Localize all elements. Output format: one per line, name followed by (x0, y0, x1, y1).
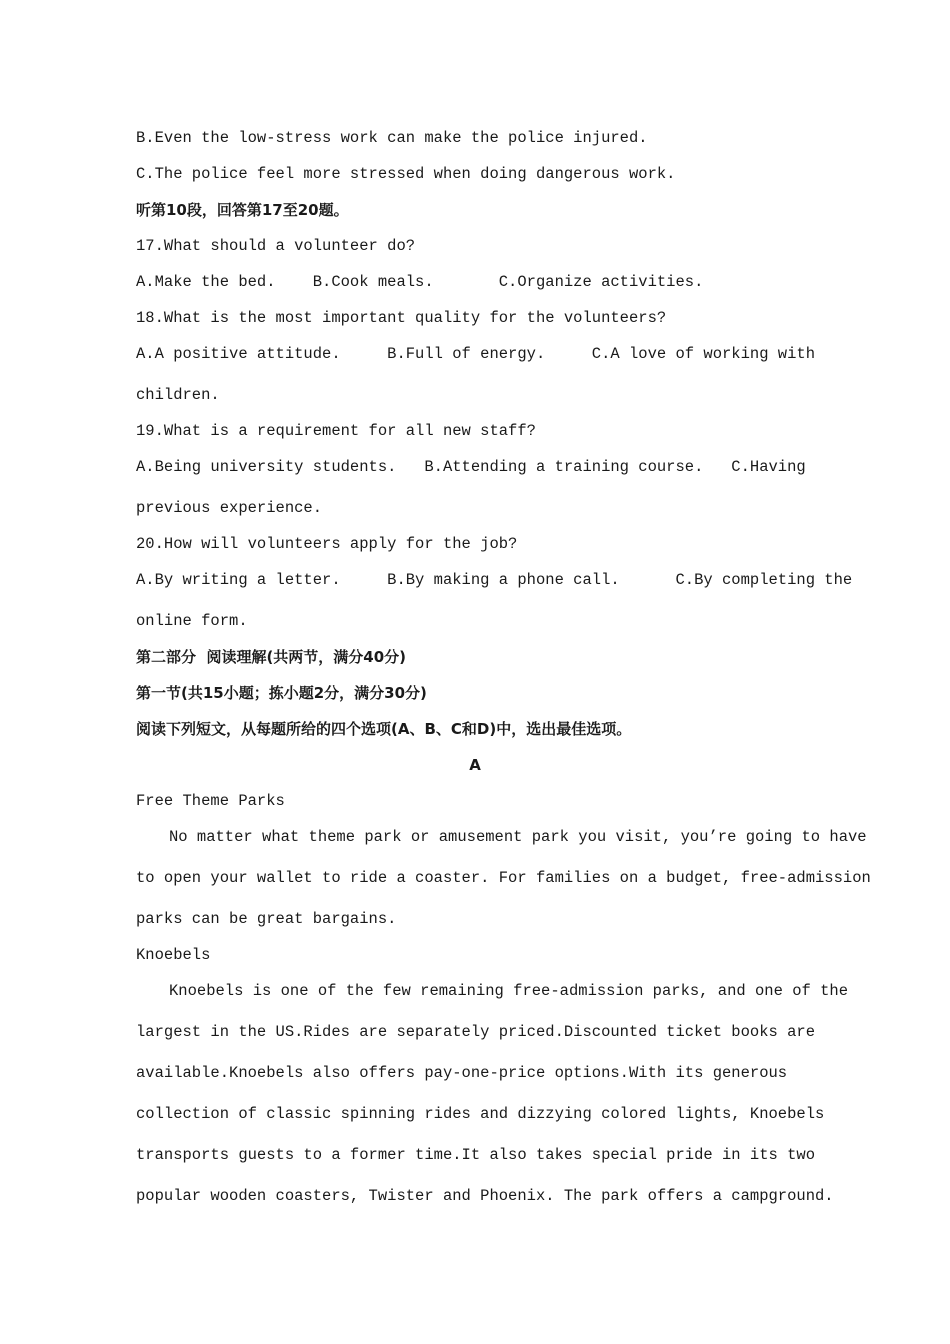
knoebels-para-line-3: available.Knoebels also offers pay-one-price options.With its generous (136, 1064, 788, 1082)
passage-para-1-line-3: parks can be great bargains. (136, 910, 397, 928)
question-18: 18.What is the most important quality for the volunteers? (136, 309, 667, 327)
options-19: A.Being university students. B.Attending a training course. C.Having (136, 458, 806, 476)
knoebels-para-line-6: popular wooden coasters, Twister and Phoenix. The park offers a campground. (136, 1187, 834, 1205)
reading-instruction: 阅读下列短文，从每题所给的四个选项(A、B、C和D)中，选出最佳选项。 (136, 720, 632, 738)
question-20: 20.How will volunteers apply for the job? (136, 535, 518, 553)
knoebels-para-line-2: largest in the US.Rides are separately priced.Discounted ticket books are (136, 1023, 816, 1041)
section-one-heading: 第一节(共15小题；拣小题2分，满分30分) (136, 684, 427, 702)
options-20: A.By writing a letter. B.By making a phone call. C.By completing the (136, 571, 853, 589)
knoebels-para-line-4: collection of classic spinning rides and dizzying colored lights, Knoebels (136, 1105, 825, 1123)
options-17: A.Make the bed. B.Cook meals. C.Organize activities. (136, 273, 704, 291)
passage-para-1-line-2: to open your wallet to ride a coaster. For families on a budget, free-admission (136, 869, 871, 887)
question-19: 19.What is a requirement for all new staff? (136, 422, 536, 440)
passage-para-1-line-1: No matter what theme park or amusement park you visit, you’re going to have (169, 828, 867, 846)
section-instruction-10: 听第10段，回答第17至20题。 (136, 201, 349, 219)
options-19-cont: previous experience. (136, 499, 323, 517)
option-16c: C.The police feel more stressed when doing dangerous work. (136, 165, 676, 183)
options-18: A.A positive attitude. B.Full of energy. C.A love of working with (136, 345, 816, 363)
passage-title: Free Theme Parks (136, 792, 285, 810)
options-18-cont: children. (136, 386, 220, 404)
options-20-cont: online form. (136, 612, 248, 630)
part-two-heading: 第二部分 阅读理解(共两节，满分40分) (136, 648, 407, 666)
question-17: 17.What should a volunteer do? (136, 237, 416, 255)
knoebels-para-line-1: Knoebels is one of the few remaining free-admission parks, and one of the (169, 982, 849, 1000)
park-heading-knoebels: Knoebels (136, 946, 211, 964)
knoebels-para-line-5: transports guests to a former time.It also takes special pride in its two (136, 1146, 816, 1164)
passage-label: A (469, 756, 481, 774)
option-16b: B.Even the low-stress work can make the police injured. (136, 129, 648, 147)
